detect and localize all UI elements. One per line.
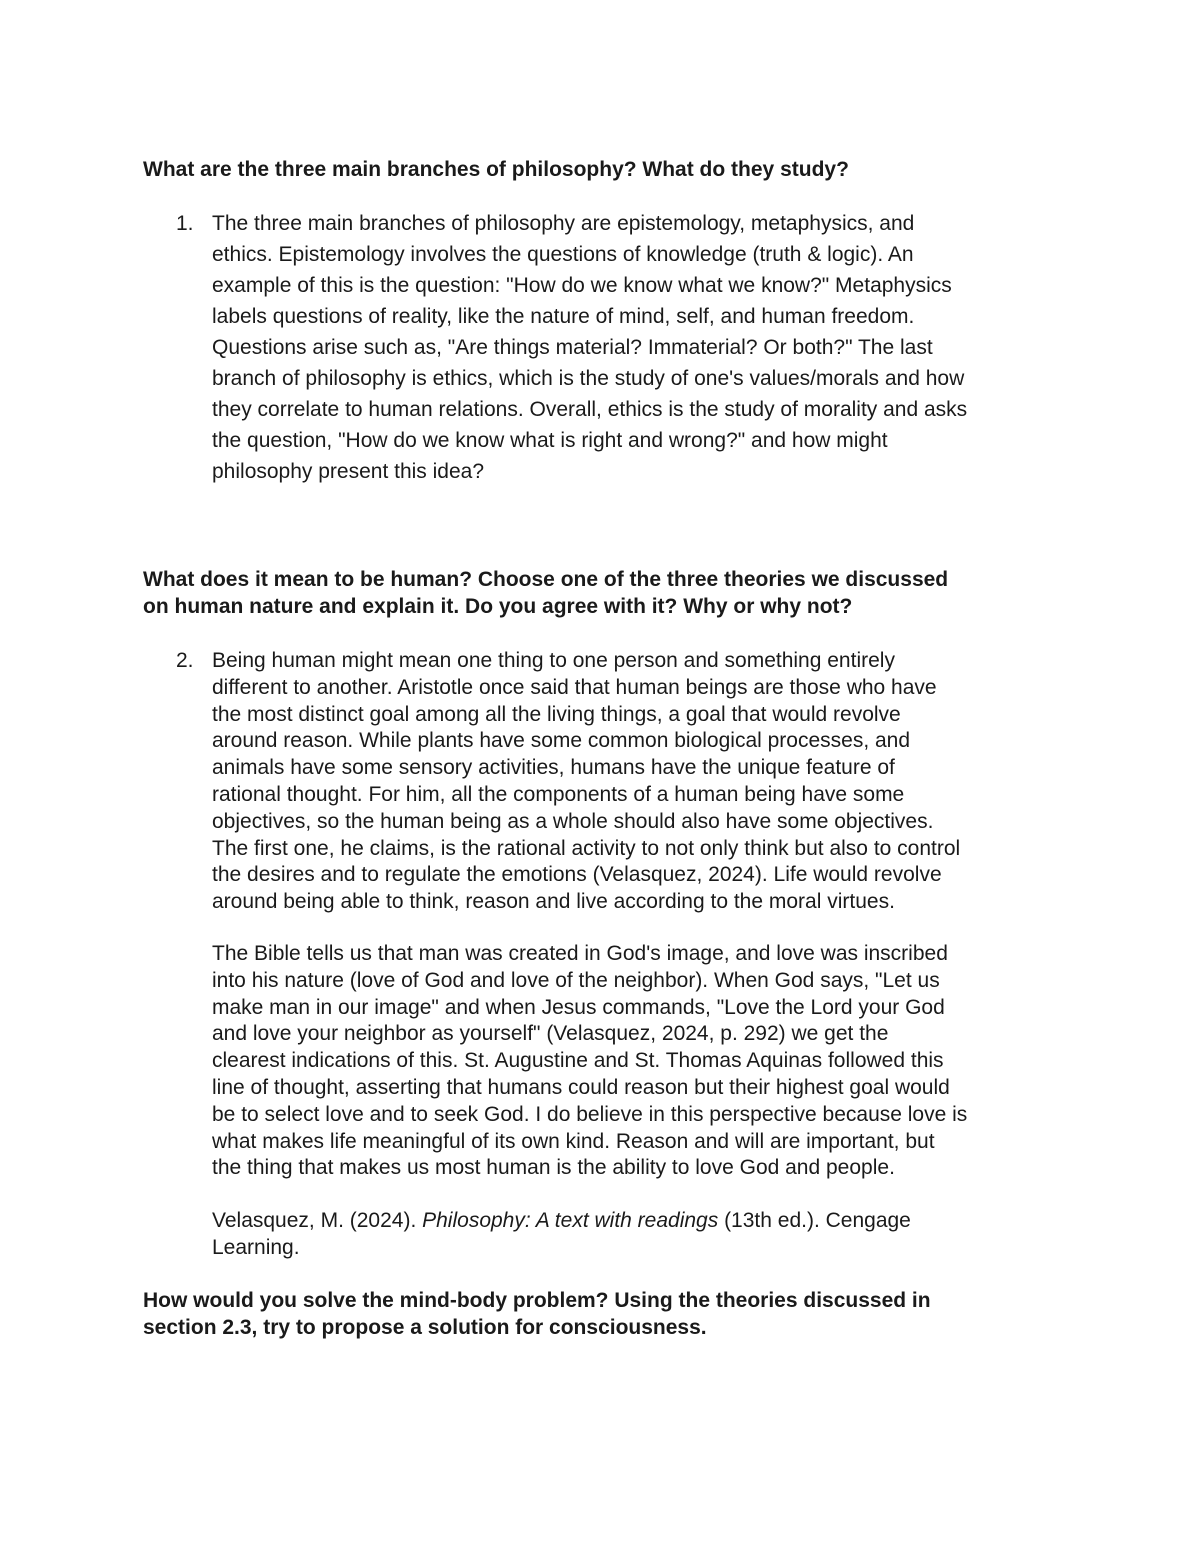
question-1-heading: What are the three main branches of philosophy? What do they study?	[143, 158, 849, 181]
answer-2-paragraph-1: Being human might mean one thing to one person and something entirely different to another. Aristotle once said that human beings are those who have the most distinct goal among all the living things, a goal that would revolve around reason. While plants have some common biological processes, and animals have some sensory activities, humans have the unique feature of rational thought. For him, all the components of a human being have some objectives, so the human being as a whole should also have some objectives. The first one, he claims, is the rational activity to not only think but also to control the desires and to regulate the emotions (Velasquez, 2024). Life would revolve around being able to think, reason and live according to the moral virtues.	[212, 649, 961, 914]
question-2-heading: What does it mean to be human? Choose one of the three theories we discussed on human nature and explain it. Do you agree with it? Why or why not?	[143, 568, 949, 618]
answer-1-number: 1.	[176, 212, 194, 235]
answer-2-paragraph-2: The Bible tells us that man was created in God's image, and love was inscribed into his nature (love of God and love of the neighbor). When God says, "Let us make man in our image" and when Jesus commands, "Love the Lord your God and love your neighbor as yourself" (Velasquez, 2024, p. 292) we get the clearest indications of this. St. Augustine and St. Thomas Aquinas followed this line of thought, asserting that humans could reason but their highest goal would be to select love and to seek God. I do believe in this perspective because love is what makes life meaningful of its own kind. Reason and will are important, but the thing that makes us most human is the ability to love God and people.	[212, 942, 968, 1180]
answer-2-number: 2.	[176, 649, 194, 672]
reference-title: Philosophy: A text with readings	[422, 1209, 719, 1232]
reference-publisher: Learning.	[212, 1235, 300, 1259]
reference-citation	[212, 1208, 1072, 1262]
answer-1-text: The three main branches of philosophy are epistemology, metaphysics, and ethics. Epistemology involves the questions of knowledge (truth & logic). An example of this is the question: "How do we know what we know?" Metaphysics labels questions of reality, like the nature of mind, self, and human freedom. Questions arise such as, "Are things material? Immaterial? Or both?" The last branch of philosophy is ethics, which is the study of one's values/morals and how they correlate to human relations. Overall, ethics is the study of morality and asks the question, "How do we know what is right and wrong?" and how might philosophy present this idea?	[212, 212, 968, 483]
reference-author: Velasquez, M. (2024).	[212, 1209, 423, 1232]
reference-edition: (13th ed.). Cengage	[718, 1209, 911, 1232]
question-3-heading: How would you solve the mind-body problem? Using the theories discussed in section 2.3, try to propose a solution for consciousness.	[143, 1289, 931, 1339]
